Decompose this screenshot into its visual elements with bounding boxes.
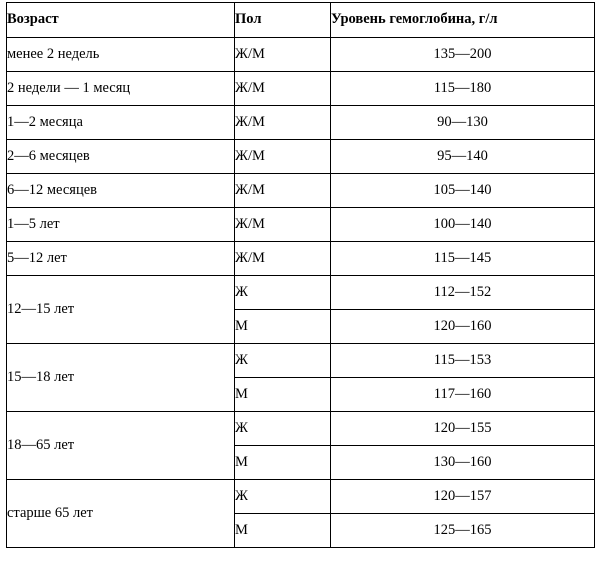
hemoglobin-reference-table-container [0, 2, 600, 575]
column-header-sex: Пол [235, 3, 331, 38]
cell-level: 120—157 [331, 480, 595, 514]
cell-age: 12—15 лет [7, 276, 235, 344]
cell-level: 95—140 [331, 140, 595, 174]
cell-sex: Ж [235, 344, 331, 378]
cell-age: 1—5 лет [7, 208, 235, 242]
table-row [7, 276, 595, 310]
table-row [7, 344, 595, 378]
cell-sex: Ж/М [235, 140, 331, 174]
cell-age: 15—18 лет [7, 344, 235, 412]
cell-sex: М [235, 514, 331, 548]
table-body [7, 38, 595, 548]
table-row [7, 242, 595, 276]
cell-level: 105—140 [331, 174, 595, 208]
table-row [7, 140, 595, 174]
cell-age: 2—6 месяцев [7, 140, 235, 174]
cell-sex: Ж/М [235, 106, 331, 140]
cell-level: 135—200 [331, 38, 595, 72]
cell-level: 115—180 [331, 72, 595, 106]
cell-level: 120—160 [331, 310, 595, 344]
cell-sex: Ж/М [235, 242, 331, 276]
cell-age: менее 2 недель [7, 38, 235, 72]
table-header-row [7, 3, 595, 38]
cell-age: 6—12 месяцев [7, 174, 235, 208]
table-row [7, 480, 595, 514]
cell-age: 18—65 лет [7, 412, 235, 480]
cell-level: 117—160 [331, 378, 595, 412]
cell-age: 1—2 месяца [7, 106, 235, 140]
cell-sex: Ж [235, 276, 331, 310]
cell-age: старше 65 лет [7, 480, 235, 548]
cell-sex: Ж/М [235, 38, 331, 72]
table-header [7, 3, 595, 38]
cell-level: 90—130 [331, 106, 595, 140]
cell-sex: Ж/М [235, 72, 331, 106]
table-row [7, 174, 595, 208]
table-row [7, 412, 595, 446]
cell-sex: Ж [235, 412, 331, 446]
cell-sex: Ж/М [235, 174, 331, 208]
cell-level: 130—160 [331, 446, 595, 480]
cell-sex: М [235, 378, 331, 412]
cell-level: 115—153 [331, 344, 595, 378]
cell-level: 120—155 [331, 412, 595, 446]
table-row [7, 106, 595, 140]
cell-sex: М [235, 446, 331, 480]
cell-level: 112—152 [331, 276, 595, 310]
cell-sex: Ж [235, 480, 331, 514]
column-header-level: Уровень гемоглобина, г/л [331, 3, 595, 38]
table-row [7, 208, 595, 242]
cell-age: 2 недели — 1 месяц [7, 72, 235, 106]
cell-level: 125—165 [331, 514, 595, 548]
cell-age: 5—12 лет [7, 242, 235, 276]
cell-sex: М [235, 310, 331, 344]
cell-level: 100—140 [331, 208, 595, 242]
hemoglobin-reference-table [6, 2, 595, 548]
cell-level: 115—145 [331, 242, 595, 276]
column-header-age: Возраст [7, 3, 235, 38]
cell-sex: Ж/М [235, 208, 331, 242]
table-row [7, 38, 595, 72]
table-row [7, 72, 595, 106]
